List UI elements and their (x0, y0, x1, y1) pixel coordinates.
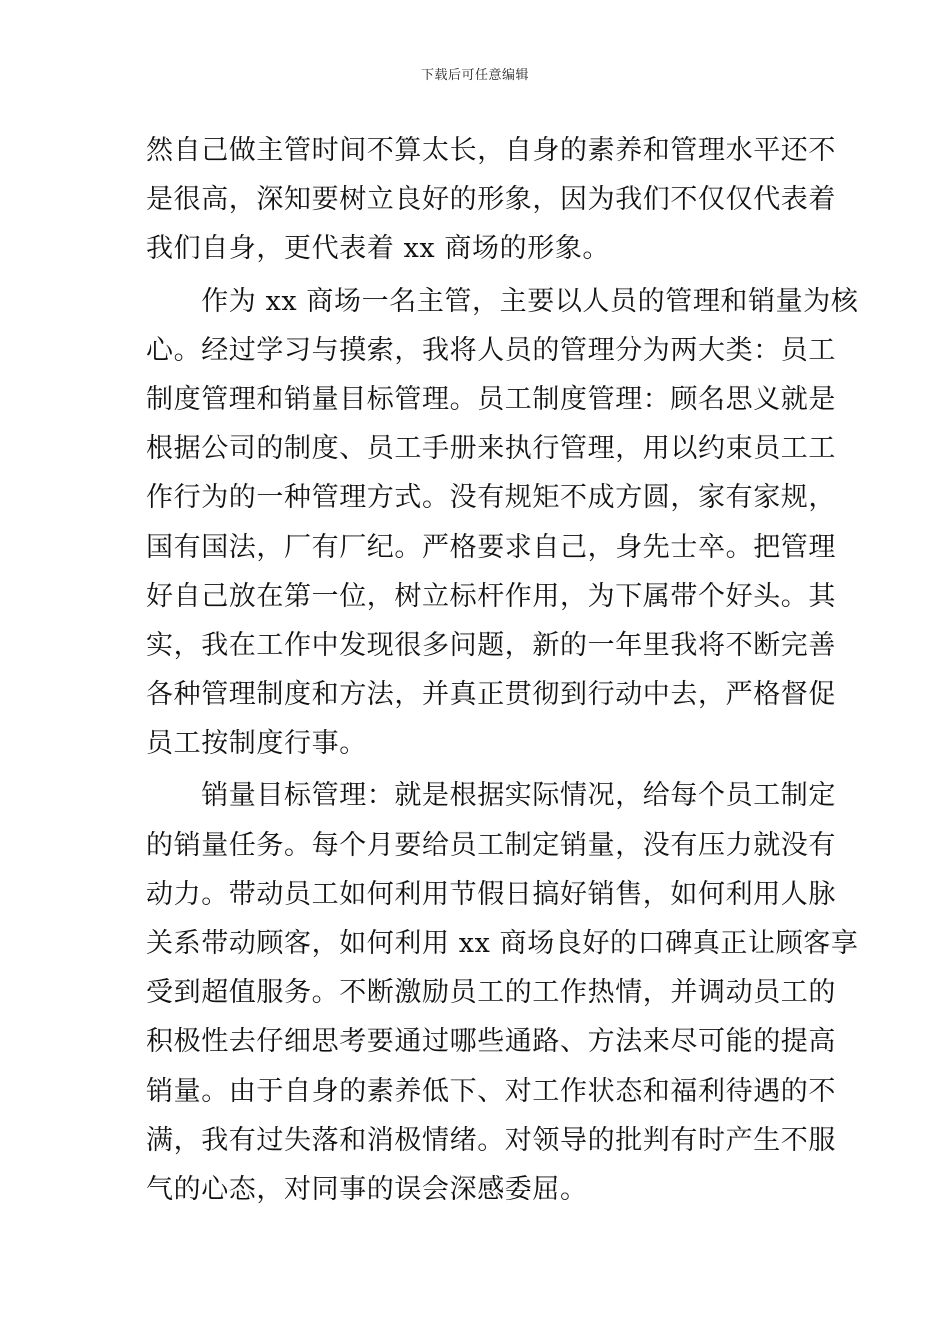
text-line: 作行为的一种管理方式。没有规矩不成方圆，家有家规， (146, 482, 836, 514)
text-line: 积极性去仔细思考要通过哪些通路、方法来尽可能的提高 (146, 1026, 836, 1058)
text-line: 是很高，深知要树立良好的形象，因为我们不仅仅代表着 (146, 184, 836, 216)
text-line: 各种管理制度和方法，并真正贯彻到行动中去，严格督促 (146, 679, 836, 711)
text-line: 关系带动顾客，如何利用 xx 商场良好的口碑真正让顾客享 (146, 928, 859, 959)
text-line: 根据公司的制度、员工手册来执行管理，用以约束员工工 (146, 433, 836, 465)
paragraph-3 (146, 771, 859, 1214)
document-body (146, 126, 859, 1214)
text-line: 气的心态，对同事的误会深感委屈。 (146, 1173, 588, 1205)
text-line: 销量。由于自身的素养低下、对工作状态和福利待遇的不 (146, 1075, 836, 1107)
paragraph-1 (146, 126, 836, 274)
text-line: 制度管理和销量目标管理。员工制度管理：顾名思义就是 (146, 383, 836, 415)
page-header: 下载后可任意编辑 (420, 68, 529, 83)
text-line: 好自己放在第一位，树立标杆作用，为下属带个好头。其 (146, 580, 836, 612)
text-line: 然自己做主管时间不算太长，自身的素养和管理水平还不 (146, 135, 836, 166)
text-line: 我们自身，更代表着 xx 商场的形象。 (146, 233, 611, 265)
text-line: 实，我在工作中发现很多问题，新的一年里我将不断完善 (146, 629, 836, 661)
paragraph-2 (146, 277, 859, 769)
text-line: 动力。带动员工如何利用节假日搞好销售，如何利用人脉 (146, 878, 836, 910)
text-line: 作为 xx 商场一名主管，主要以人员的管理和销量为核 (146, 285, 859, 317)
text-line: 的销量任务。每个月要给员工制定销量，没有压力就没有 (146, 829, 836, 861)
text-line: 销量目标管理：就是根据实际情况，给每个员工制定 (146, 780, 836, 812)
text-line: 满，我有过失落和消极情绪。对领导的批判有时产生不服 (146, 1124, 836, 1156)
text-line: 心。经过学习与摸索，我将人员的管理分为两大类：员工 (146, 334, 836, 366)
text-line: 受到超值服务。不断激励员工的工作热情，并调动员工的 (146, 977, 836, 1009)
text-line: 国有国法，厂有厂纪。严格要求自己，身先士卒。把管理 (146, 531, 836, 563)
text-line: 员工按制度行事。 (146, 728, 367, 760)
